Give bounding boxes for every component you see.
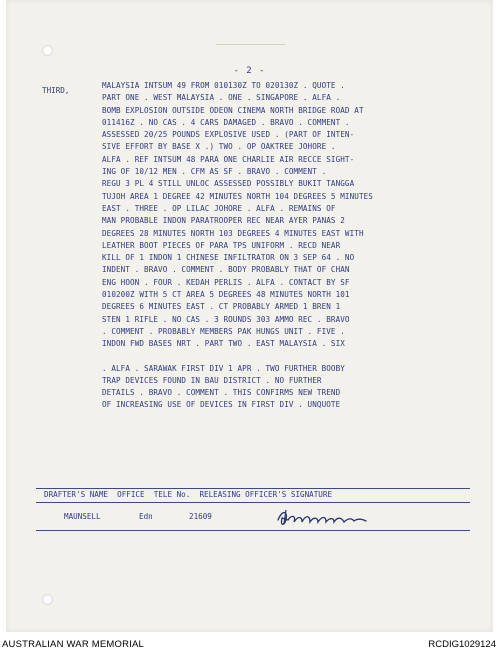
text-line: OF INCREASING USE OF DEVICES IN FIRST DIV . UNQUOTE [102,400,341,410]
text-line: PART ONE . WEST MALAYSIA . ONE . SINGAPORE . ALFA . [102,93,341,103]
text-line: ENG HOON . FOUR . KEDAH PERLIS . ALFA . CONTACT BY SF [102,277,350,287]
text-line: . ALFA . SARAWAK FIRST DIV 1 APR . TWO FURTHER BOOBY [102,363,345,373]
handwritten-signature [274,506,384,530]
text-line: ALFA . REF INTSUM 48 PARA ONE CHARLIE AIR RECCE SIGHT- [102,154,355,164]
footer-bottom-rule [36,530,470,531]
text-line: EAST . THREE . OP LILAC JOHORE . ALFA . REMAINS OF [102,203,336,213]
institution-name: AUSTRALIAN WAR MEMORIAL [2,639,145,650]
footer-mid-rule [36,502,470,503]
paragraph-1 [102,80,482,351]
text-line: BOMB EXPLOSION OUTSIDE ODEON CINEMA NORTH BRIDGE ROAD AT [102,105,364,115]
section-label: THIRD, [42,86,70,95]
tele-number: 21609 [189,512,212,521]
text-line: 010200Z WITH 5 CT AREA 5 DEGREES 48 MINUTES NORTH 101 [102,290,350,300]
text-line: INDON FWD BASES NRT . PART TWO . EAST MALAYSIA . SIX [102,339,345,349]
text-line: 011416Z . NO CAS . 4 CARS DAMAGED . BRAVO . COMMENT . [102,117,350,127]
archive-caption-bar [0,637,499,653]
text-line: REGU 3 PL 4 STILL UNLOC ASSESSED POSSIBLY BUKIT TANGGA [102,179,355,189]
paragraph-2 [102,363,482,412]
paragraph-gap [102,351,482,363]
text-line: DEGREES 6 MINUTES EAST . CT PROBABLY ARMED 1 BREN 1 [102,302,341,312]
punch-hole-icon [42,594,53,605]
text-line: ASSESSED 20/25 POUNDS EXPLOSIVE USED . (PART OF INTEN- [102,130,355,140]
text-line: MALAYSIA INTSUM 49 FROM 010130Z TO 020130Z . QUOTE . [102,81,345,90]
footer-header-row: DRAFTER'S NAME OFFICE TELE No. RELEASING OFFICER'S SIGNATURE [44,490,333,499]
text-line: INDENT . BRAVO . COMMENT . BODY PROBABLY THAT OF CHAN [102,265,350,275]
text-line: SIVE EFFORT BY BASE X .) TWO . OP OAKTREE JOHORE . [102,142,336,152]
office: Edn [139,512,153,521]
text-line: MAN PROBABLE INDON PARATROOPER REC NEAR AYER PANAS 2 [102,216,345,226]
faded-header-mark [216,16,286,45]
page-number: - 2 - [233,66,266,76]
drafter-name: MAUNSELL [64,512,101,521]
text-line: STEN 1 RIFLE . NO CAS . 3 ROUNDS 303 AMMO REC . BRAVO [102,314,350,324]
text-line: TUJOH AREA 1 DEGREE 42 MINUTES NORTH 104 DEGREES 5 MINUTES [102,191,373,201]
text-line: TRAP DEVICES FOUND IN BAU DISTRICT . NO FURTHER [102,375,322,385]
message-body [102,80,482,412]
text-line: DETAILS . BRAVO . COMMENT . THIS CONFIRMS NEW TREND [102,388,341,398]
text-line: DEGREES 28 MINUTES NORTH 103 DEGREES 4 MINUTES EAST WITH [102,228,364,238]
punch-hole-icon [42,45,53,56]
archive-reference: RCDIG1029124 [428,639,496,650]
text-line: ING OF 10/12 MEN . CFM AS SF . BRAVO . COMMENT . [102,167,327,177]
text-line: KILL OF 1 INDON 1 CHINESE INFILTRATOR ON 3 SEP 64 . NO [102,253,355,263]
document-page [6,0,493,632]
footer-top-rule [36,488,470,489]
text-line: . COMMENT . PROBABLY MEMBERS PAK HUNGS UNIT . FIVE . [102,326,345,336]
text-line: LEATHER BOOT PIECES OF PARA TPS UNIFORM . RECD NEAR [102,240,341,250]
